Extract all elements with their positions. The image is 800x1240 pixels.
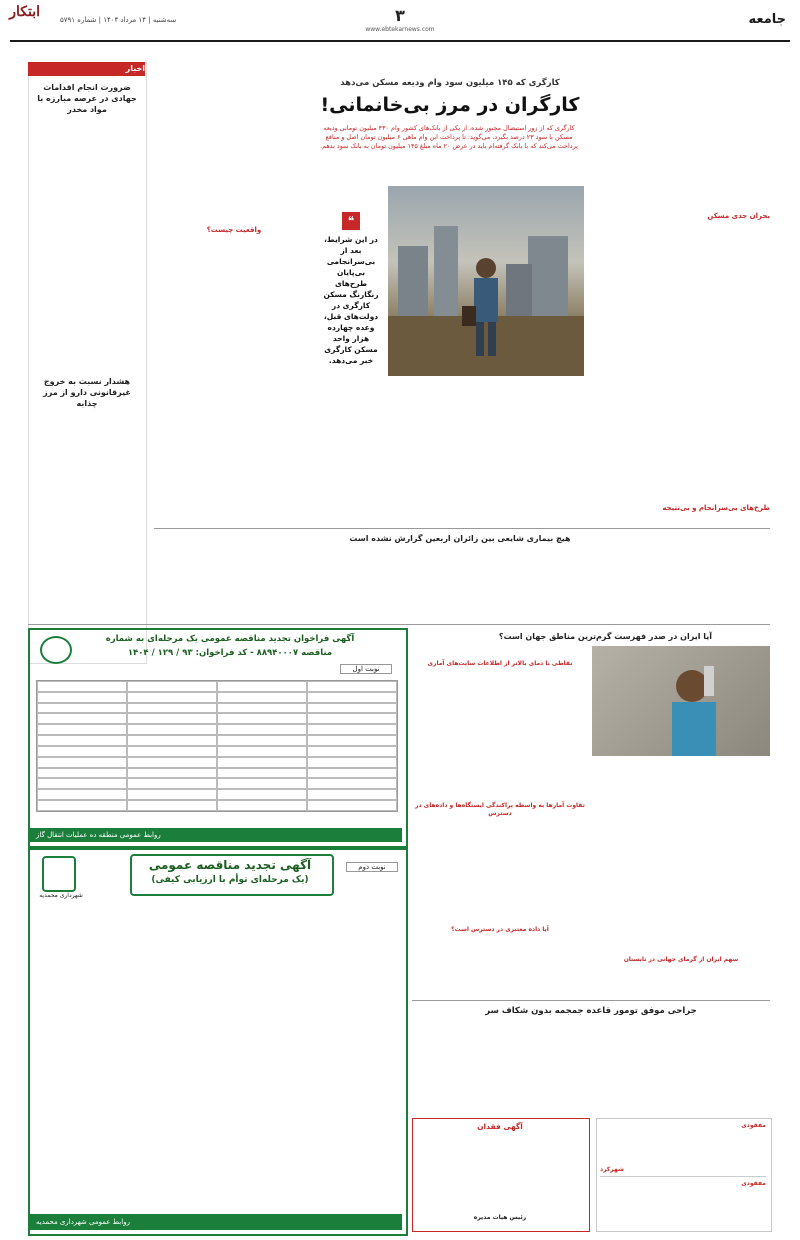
main-headline: کارگران در مرز بی‌خانمانی!	[320, 94, 580, 116]
heat-col-1	[412, 672, 588, 798]
heat-subhead-2: تفاوت آمارها به واسطه پراکندگی ایستگاه‌ها و داده‌های در دسترس	[415, 802, 585, 817]
secondary-body-right	[470, 548, 770, 618]
main-subhead-2: بحران جدی مسکن	[707, 212, 770, 220]
municipality-logo	[42, 856, 76, 892]
municipality-ad-tag: نوبت دوم	[346, 862, 398, 872]
sidebar-item1-title: ضرورت انجام اقدامات جهادی در عرصه مبارزه با مواد مخدر	[37, 83, 137, 114]
municipality-ad-body	[38, 904, 394, 1204]
section-title: جامعه	[748, 12, 786, 27]
gas-ad-footer-left: روابط عمومی منطقه ده عملیات انتقال گاز	[36, 831, 161, 839]
gas-ad-footer	[30, 828, 402, 842]
heat-photo	[592, 646, 770, 756]
gas-ad-title: آگهی فراخوان تجدید مناقصه عمومی یک مرحله‌ای به شماره	[105, 634, 355, 644]
sidebar-title: اخبار	[28, 62, 145, 76]
small-ad-footer: رئیس هیات مدیره	[473, 1214, 527, 1221]
page-header	[0, 0, 800, 48]
gas-ad-tag: نوبت اول	[340, 664, 392, 674]
main-lead: کارگری که از زور استیصال مجبور شده، از یکی از بانک‌های کشور وام ۴۳۰ میلیون تومانی ودیعه مسکن با سود ۲۳ درصد بگیرد، می‌گوید: تا پرداخت این وام ماهی ۶ میلیون تومان اصل و منافع پرداخت می‌کند که با بانک گرفته‌ام باید در عرض ۲۰ ماه مبلغ ۱۴۵ میلیون تومان به بانک سود بدهم.	[320, 124, 578, 150]
sidebar-item2-title: هشدار نسبت به خروج غیرقانونی دارو از مرز چذابه	[43, 377, 131, 408]
small-ad-title: آگهی فقدان	[477, 1122, 523, 1131]
secondary-body-left	[154, 548, 454, 618]
website: www.ebtekarnews.com	[365, 26, 435, 33]
surgery-body	[412, 1020, 770, 1112]
main-col-right-2	[594, 224, 770, 514]
notice-2-title: مفقودی	[741, 1180, 766, 1187]
gas-ad-number: مناقصه ۸۸۹۴۰۰۰۷ - کد فراخوان: ۹۳ / ۱۲۹ / ۱۴۰۴	[127, 648, 333, 658]
header-rule	[10, 40, 790, 42]
worker-illustration	[388, 186, 584, 376]
sidebar-item2-body	[32, 402, 142, 652]
heat-col-3	[412, 938, 588, 994]
heat-col-2	[412, 814, 588, 922]
notice-1-body	[600, 1132, 766, 1164]
notice-city: شهرکرد	[600, 1166, 624, 1173]
municipality-ad-footer-text: روابط عمومی شهرداری محمدیه	[36, 1218, 130, 1226]
gas-ad-logo	[40, 636, 72, 664]
logo-text: ابتکار	[9, 4, 40, 20]
notice-1-title: مفقودی	[741, 1122, 766, 1129]
pull-quote: در این شرایط، بعد از بی‌سرانجامی بی‌پایان طرح‌های رنگارنگ مسکن کارگری در دولت‌های قبل، وعده چهارده هزار واحد مسکن کارگری خبر می‌دهد.	[323, 235, 379, 365]
main-subhead-3: طرح‌های بی‌سرانجام و بی‌نتیجه	[662, 504, 770, 512]
main-col-left-2	[154, 238, 314, 528]
municipality-ad-footer	[30, 1214, 402, 1230]
main-kicker: کارگری که ۱۴۵ میلیون سود وام ودیعه مسکن می‌دهد	[340, 78, 560, 88]
page-number: ۳	[395, 6, 405, 25]
heat-subhead-3: آیا داده معتبری در دسترس است؟	[451, 926, 549, 933]
municipality-ad-title: آگهی تجدید مناقصه عمومی	[148, 858, 312, 872]
heat-headline: آیا ایران در صدر فهرست گرم‌ترین مناطق جهان است؟	[498, 632, 712, 641]
secondary-headline: هیچ بیماری شایعی بین زائران اربعین گزارش نشده است	[349, 534, 571, 543]
child-drinking-illustration	[592, 646, 770, 756]
heat-subhead-1: نقاطی با دمای بالاتر از اطلاعات سایت‌های آماری	[427, 660, 573, 667]
municipality-ad-subtitle: (یک مرحله‌ای توأم با ارزیابی کیفی)	[151, 875, 309, 885]
gas-ad-table	[36, 680, 398, 812]
main-col-center-bottom	[320, 384, 584, 514]
divider	[412, 1000, 770, 1001]
main-col-right-1	[594, 78, 770, 208]
heat-col-right	[592, 762, 770, 952]
municipality-org: شهرداری محمدیه	[39, 892, 83, 899]
divider	[154, 528, 770, 529]
heat-subhead-4: سهم ایران از گرمای جهانی در تابستان	[623, 956, 739, 963]
logo	[10, 4, 40, 38]
pull-quote-icon: ❝	[342, 212, 360, 230]
date-issue: سه‌شنبه | ۱۴ مرداد ۱۴۰۴ | شماره ۵۷۹۱	[60, 16, 177, 24]
surgery-headline: جراحی موفق تومور قاعده جمجمه بدون شکاف سر	[485, 1006, 697, 1016]
divider	[600, 1176, 766, 1177]
sidebar-item1-body	[32, 120, 142, 370]
small-ad-body	[418, 1136, 582, 1208]
main-subhead-1: واقعیت چیست؟	[206, 226, 262, 234]
heat-col-4	[592, 968, 770, 998]
notice-2-body	[600, 1190, 766, 1226]
divider	[28, 624, 770, 625]
main-photo	[388, 186, 584, 376]
